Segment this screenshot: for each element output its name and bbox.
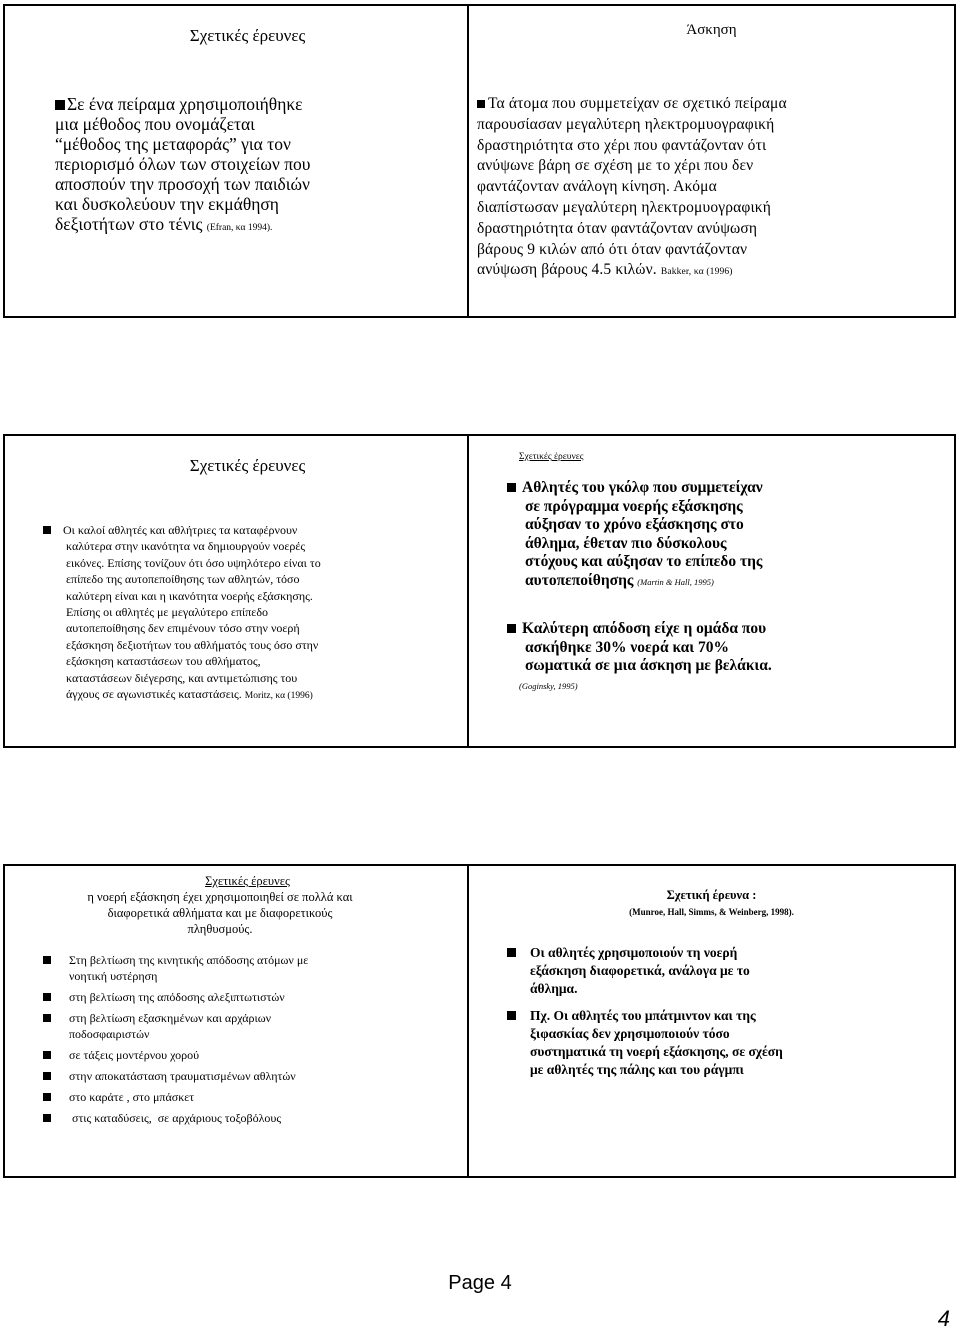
application-list xyxy=(43,952,383,1131)
list-item xyxy=(43,1010,383,1042)
citation: (Munroe, Hall, Simms, & Weinberg, 1998). xyxy=(629,907,794,917)
text-line: μια μέθοδος που ονομάζεται xyxy=(55,114,255,134)
text-line: ξιφασκίας δεν χρησιμοποιούν τόσο xyxy=(530,1026,730,1042)
text-line: και δυσκολεύουν την εκμάθηση xyxy=(55,194,279,214)
text-line: σε τάξεις μοντέρνου χορού xyxy=(69,1048,200,1062)
text-line: άθλημα, έθεταν πιο δύσκολους xyxy=(525,534,727,552)
text-line: ανύψωνε βάρη σε σχέση με το χέρι που δεν xyxy=(477,157,754,175)
text-line: περιορισμό όλων των στοιχείων που xyxy=(55,154,311,174)
bullet-square-icon xyxy=(43,526,51,534)
slide-4 xyxy=(467,434,956,748)
text-line: ανύψωση βάρους 4.5 κιλών. xyxy=(477,261,657,279)
text-line: αποσπούν την προσοχή των παιδιών xyxy=(55,174,310,194)
text-line: εξάσκηση διαφορετικά, ανάλογα με το xyxy=(530,962,750,978)
text-line: στην αποκατάσταση τραυματισμένων αθλητών xyxy=(69,1069,296,1083)
text-line: άθλημα. xyxy=(530,980,578,996)
bullet-square-icon xyxy=(43,993,51,1001)
bullet-square-icon xyxy=(55,100,65,110)
text-line: εξάσκηση δεξιοτήτων του αθλήματός τους όσο στην xyxy=(66,637,319,652)
bullet-square-icon xyxy=(43,1072,51,1080)
text-line: σε πρόγραμμα νοερής εξάσκησης xyxy=(525,497,743,515)
text-line: με αθλητές της πάλης και του ράγμπι xyxy=(530,1061,744,1077)
text-line: στο καράτε , στο μπάσκετ xyxy=(69,1090,195,1104)
list-item xyxy=(43,1089,383,1105)
text-line: Πχ. Οι αθλητές του μπάτμιντον και της xyxy=(530,1008,756,1024)
text-line: στις καταδύσεις, σε αρχάριους τοξοβόλους xyxy=(69,1111,282,1125)
text-line: Σε ένα πείραμα χρησιμοποιήθηκε xyxy=(67,94,303,114)
slide-title: Σχετικές έρευνες xyxy=(189,26,306,45)
paragraph-golf xyxy=(507,479,837,592)
bullet-square-icon xyxy=(43,1014,51,1022)
text-line: αύξησαν το χρόνο εξάσκησης στο xyxy=(525,516,744,534)
text-line: σωματικά σε μια άσκηση με βελάκια. xyxy=(525,657,772,675)
slide-body xyxy=(43,522,403,704)
text-line: επίπεδο της αυτοπεποίθησης των αθλητών, τόσο xyxy=(66,572,300,587)
text-line: καλύτερη είναι και η ικανότητα νοερής εξάσκησης. xyxy=(66,588,313,603)
findings-list xyxy=(507,944,837,1089)
text-line: στη βελτίωση της απόδοσης αλεξιπτωτιστών xyxy=(69,990,285,1004)
text-line: φαντάζονταν ανάλογη κίνηση. Ακόμα xyxy=(477,178,717,196)
bullet-square-icon xyxy=(43,1051,51,1059)
text-line: “μέθοδος της μεταφοράς” για τον xyxy=(55,134,291,154)
text-line: παρουσίασαν μεγαλύτερη ηλεκτρομυογραφική xyxy=(477,115,775,133)
text-line: στόχους και αύξησαν το επίπεδο της xyxy=(525,553,763,571)
text-line: ασκήθηκε 30% νοερά και 70% xyxy=(525,638,729,656)
text-line: η νοερή εξάσκηση έχει χρησιμοποιηθεί σε πολλά και xyxy=(87,890,353,904)
citation: Bakker, κα (1996) xyxy=(660,267,733,278)
intro-text xyxy=(65,890,375,937)
bullet-square-icon xyxy=(507,1011,516,1020)
slide-1 xyxy=(3,4,492,318)
citation: Moritz, κα (1996) xyxy=(244,691,313,702)
bullet-square-icon xyxy=(507,483,516,492)
text-line: καταστάσεων διέγερσης, και αντιμετώπισης του xyxy=(66,670,298,685)
slide-5 xyxy=(3,864,492,1178)
text-line: Επίσης οι αθλητές με μεγαλύτερο επίπεδο xyxy=(66,605,268,620)
list-item xyxy=(43,1068,383,1084)
bullet-square-icon xyxy=(43,1093,51,1101)
citation: (Efran, κα 1994). xyxy=(206,223,273,233)
slide-2 xyxy=(467,4,956,318)
text-line: αυτοπεποίθησης δεν επιμένουν τόσο στην νοερή xyxy=(66,621,300,636)
text-line: διαφορετικά αθλήματα και με διαφορετικούς xyxy=(107,905,333,920)
list-item xyxy=(507,1007,837,1078)
bullet-square-icon xyxy=(43,956,51,964)
text-line: καλύτερα στην ικανότητα να δημιουργούν νοερές xyxy=(66,539,306,554)
slide-title: Σχετικές έρευνες xyxy=(205,874,290,888)
bullet-square-icon xyxy=(477,100,485,108)
text-line: διαπίστωσαν μεγαλύτερη ηλεκτρομυογραφική xyxy=(477,198,772,216)
text-line: στη βελτίωση εξασκημένων και αρχάριων xyxy=(69,1011,272,1025)
text-line: δραστηριότητα στο χέρι που φαντάζονταν ότι xyxy=(477,136,767,154)
slide-body xyxy=(477,94,877,283)
list-item xyxy=(43,989,383,1005)
text-line: πληθυσμούς. xyxy=(187,921,253,936)
text-line: εικόνες. Επίσης τονίζουν ότι όσο υψηλότερο είναι το xyxy=(66,555,321,570)
text-line: Τα άτομα που συμμετείχαν σε σχετικό πείραμα xyxy=(488,95,787,112)
text-line: Στη βελτίωση της κινητικής απόδοσης ατόμων με xyxy=(69,953,309,967)
text-line: Καλύτερη απόδοση είχε η ομάδα που xyxy=(522,620,767,637)
slide-6 xyxy=(467,864,956,1178)
slide-title: Άσκηση xyxy=(686,22,737,38)
text-line: Οι αθλητές χρησιμοποιούν τη νοερή xyxy=(530,945,738,960)
text-line: δραστηριότητα όταν φαντάζονταν ανύψωση xyxy=(477,219,758,237)
list-item xyxy=(507,944,837,997)
text-line: Οι καλοί αθλητές και αθλήτριες τα καταφέρνουν xyxy=(63,523,298,537)
slide-title: Σχετικές έρευνες xyxy=(189,456,306,475)
text-line: συστηματικά τη νοερή εξάσκησης, σε σχέση xyxy=(530,1043,783,1059)
text-line: αυτοπεποίθησης xyxy=(525,571,634,589)
bullet-square-icon xyxy=(507,948,516,957)
citation: (Goginsky, 1995) xyxy=(519,681,578,691)
text-line: νοητική υστέρηση xyxy=(69,969,158,983)
page-number: 4 xyxy=(937,1306,950,1331)
text-line: άγχους σε αγωνιστικές καταστάσεις. xyxy=(66,687,242,702)
citation: (Martin & Hall, 1995) xyxy=(637,576,714,587)
paragraph-darts xyxy=(507,620,837,676)
page-footer-label: Page 4 xyxy=(448,1272,512,1294)
list-item xyxy=(43,952,383,984)
text-line: βάρους 9 κιλών από ότι όταν φαντάζονταν xyxy=(477,240,748,258)
bullet-square-icon xyxy=(43,1114,51,1122)
slide-3 xyxy=(3,434,492,748)
slide-title: Σχετική έρευνα : xyxy=(666,888,757,902)
list-item xyxy=(43,1110,383,1126)
text-line: Αθλητές του γκόλφ που συμμετείχαν xyxy=(522,479,763,496)
text-line: δεξιοτήτων στο τένις xyxy=(55,214,203,234)
text-line: ποδοσφαιριστών xyxy=(69,1027,150,1041)
list-item xyxy=(43,1047,383,1063)
slide-body xyxy=(55,94,425,238)
text-line: εξάσκηση καταστάσεων του αθλήματος, xyxy=(66,654,261,669)
slide-title: Σχετικές έρευνες xyxy=(519,452,584,462)
bullet-square-icon xyxy=(507,624,516,633)
